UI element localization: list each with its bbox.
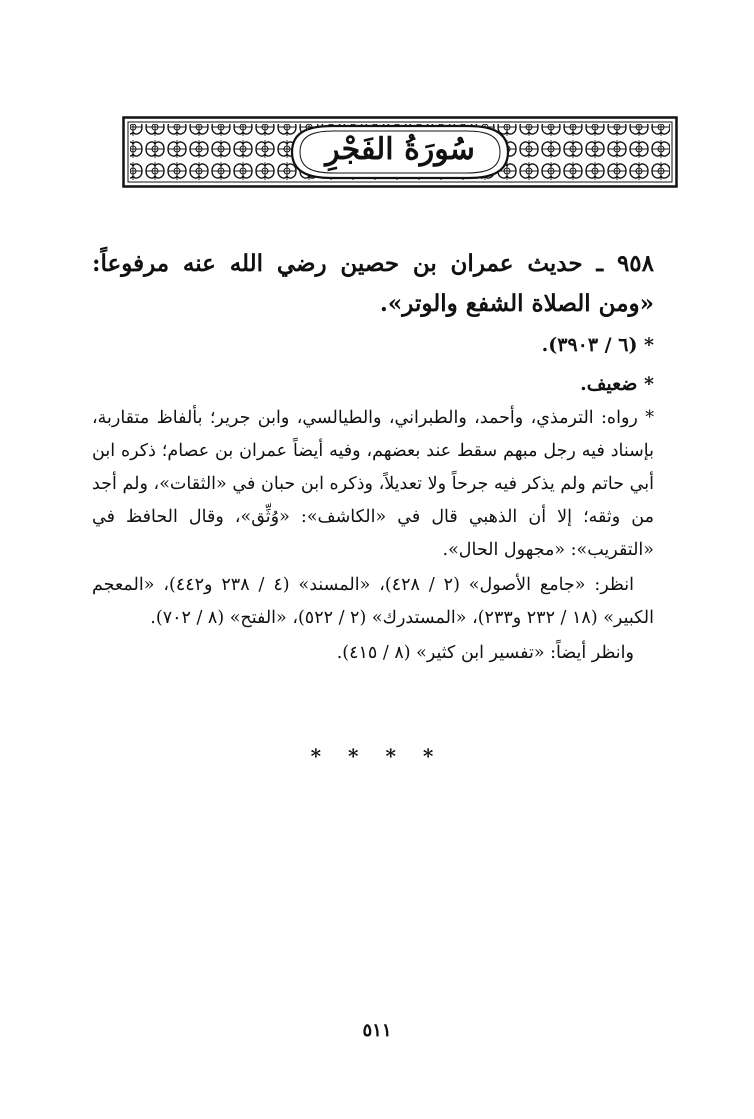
see-also-paragraph: وانظر أيضاً: «تفسير ابن كثير» (٨ / ٤١٥). [336,643,634,663]
sources-paragraph: انظر: «جامع الأصول» (٢ / ٤٢٨)، «المسند» (٤ / ٢٣٨ و٤٤٢)، «المعجم الكبير» (١٨ / ٢٣٢ و٢٣٣)، «المستدرك» (٢ / ٥٢٢)، «الفتح» (٨ / ٧٠٢). [92,575,654,628]
hadith-heading: ٩٥٨ ـ حديث عمران بن حصين رضي الله عنه مرفوعاً: «ومن الصلاة الشفع والوتر». [92,250,654,317]
grade-line: * ضعيف. [580,373,654,395]
volume-reference-line: * (٦ / ٣٩٠٣). [541,334,654,356]
surah-header-frame [122,116,678,188]
section-separator: * * * * [310,744,444,768]
page-number: ٥١١ [362,1020,392,1041]
hadith-entry [92,244,654,670]
surah-title: سُورَةُ الفَجْرِ [325,132,475,167]
narration-paragraph: * رواه: الترمذي، وأحمد، والطبراني، والطيالسي، وابن جرير؛ بألفاظ متقاربة، بإسناد فيه رجل مبهم سقط عند بعضهم، وفيه أيضاً عمران بن عصام؛ ذكره ابن أبي حاتم ولم يذكر فيه جرحاً ولا تعديلاً، وذكره ابن حبان في «الثقات»، ولم أجد من وثقه؛ إلا أن الذهبي قال في «الكاشف»: «وُثِّق»، وقال الحافظ في «التقريب»: «مجهول الحال». [92,408,654,560]
